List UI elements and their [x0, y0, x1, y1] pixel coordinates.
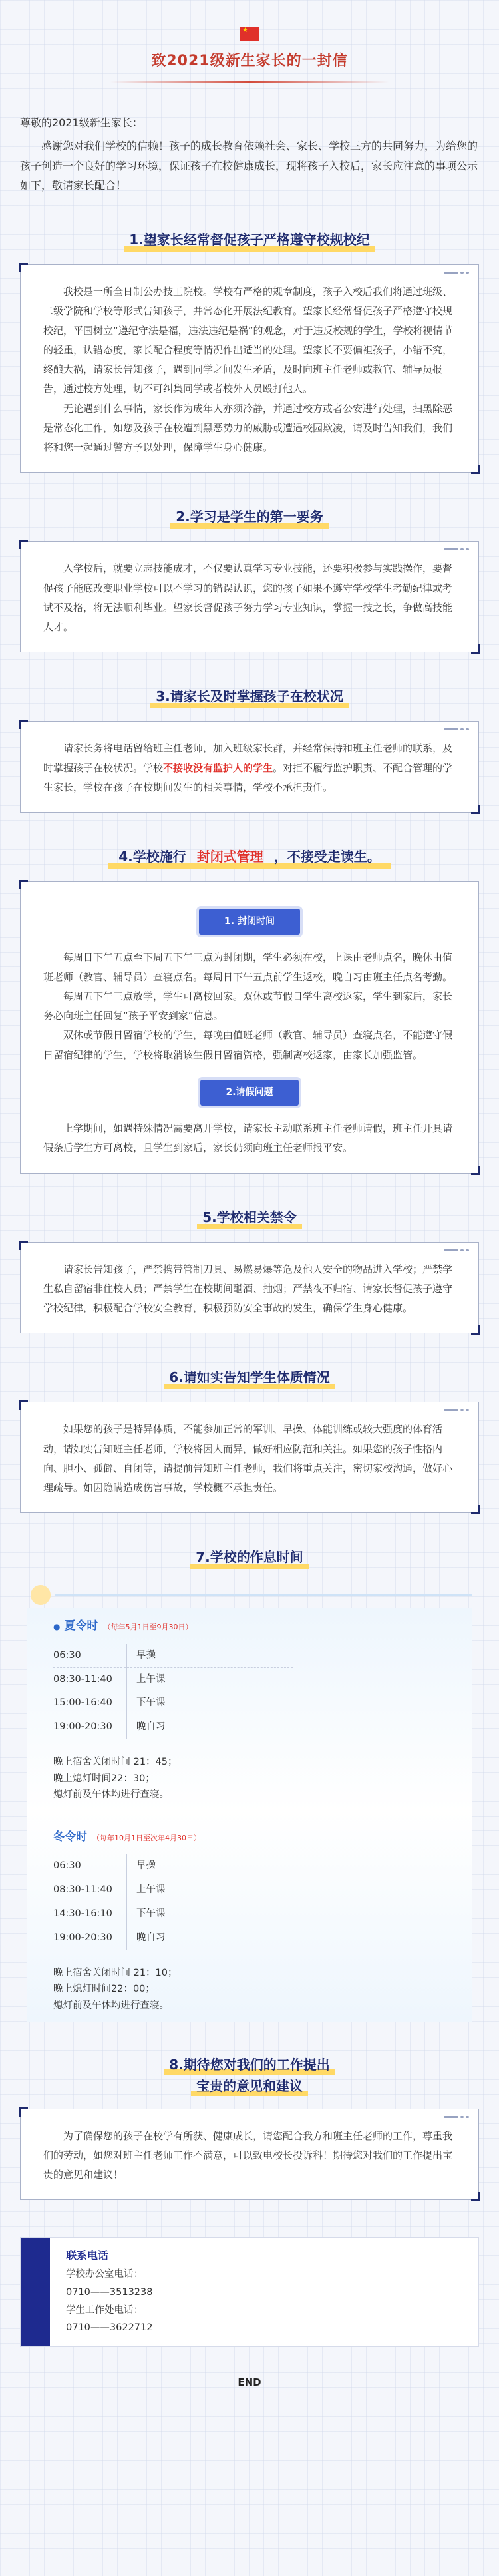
decor-dots-icon: [444, 2116, 469, 2118]
section-1-title: 1.望家长经常督促孩子严格遵守校规校纪: [20, 228, 479, 252]
section-1-paragraph: 无论遇到什么事情，家长作为成年人亦须冷静，并通过校方或者公安进行处理，扫黑除恶是常态化工作，如您及孩子在校遭到黑恶势力的威胁或遭遇校园欺凌，请及时告知我们，我们将和您一起通过警方予以处理，保障学生身心健康。: [43, 402, 453, 454]
section-6-title: 6.请如实告知学生体质情况: [20, 1365, 479, 1390]
winter-notes: 晚上宿舍关闭时间 21：10； 晚上熄灯时间22：00； 熄灯前及午休均进行查寝。: [53, 1967, 178, 2011]
phone-number[interactable]: 0710——3622712: [66, 2322, 153, 2334]
section-1-paragraph: 我校是一所全日制公办技工院校。学校有严格的规章制度，孩子入校后我们将通过班级、二级学院和学校等形式告知孩子，并常态化开展法纪教育。望家长经常督促孩子严格遵守校规校纪，平国树立“遵纪守法是福，违法违纪是祸”的观念，对于违反校规的学生，学校将视情节的轻重，认错态度，家长配合程度等情况作出适当的处理。望家长不要偏袒孩子，小错不究，终酿大祸，请家长告知孩子，遇到同学之间发生矛盾，及时向班主任老师或教官、辅导员报告，通过校方处理，切不可纠集同学或者校外人员殴打他人。: [43, 286, 453, 395]
section-8-title: 8.期待您对我们的工作提出 宝贵的意见和建议: [20, 2054, 479, 2097]
table-row: 19:00-20:30 晚自习: [53, 1926, 293, 1950]
no-guardian-emphasis: 不接收没有监护人的学生: [163, 761, 273, 774]
section-2-title: 2.学习是学生的第一要务: [20, 505, 479, 529]
contact-accent-bar: [21, 2238, 50, 2346]
section-4-paragraph: 每周五下午三点放学，学生可离校回家。双休或节假日学生离校返家，学生到家后，家长务必向班主任回复“孩子平安到家”信息。: [43, 990, 453, 1022]
table-row: 19:00-20:30 晚自习: [53, 1715, 293, 1739]
decor-dots-icon: [444, 728, 469, 730]
section-2-paragraph: 入学校后，就要立志技能成才，不仅要认真学习专业技能，还要积极参与实践操作，要督促孩子能底改变职业学校可以不学习的错误认识，您的孩子如果不遵守学校学生考勤纪律或考试不及格，将无法顺利毕业。望家长督促孩子努力学习专业知识，掌握一技之长，争做高技能人才。: [43, 562, 453, 634]
section-6-paragraph: 如果您的孩子是特异体质，不能参加正常的军训、早操、体能训练或较大强度的体育活动，请如实告知班主任老师，学校将因人而异，做好相应防范和关注。如果您的孩子性格内向、胆小、孤僻、自闭等，请提前告知班主任老师，我们将重点关注，密切家校沟通，做好心理疏导。如因隐瞒造成伤害事故，学校概不承担责任。: [43, 1423, 453, 1494]
summer-schedule: [27, 1608, 472, 1811]
section-8-paragraph: 为了确保您的孩子在校学有所获、健康成长，请您配合我方和班主任老师的工作，尊重我们的劳动，如您对班主任老师工作不满意，可以致电校长投诉科！期待您对我们的工作提出宝贵的意见和建议！: [43, 2129, 453, 2181]
table-row: 15:00-16:40 下午课: [53, 1691, 293, 1715]
contact-line: 学生工作处电话：: [66, 2304, 143, 2316]
section-3-paragraph: 请家长务将电话留给班主任老师，加入班级家长群，并经常保持和班主任老师的联系，及时掌握孩子在校状况。学校不接收没有监护人的学生。对拒不履行监护职责、不配合管理的学生家长，学校在孩子在校期间发生的相关事情，学校不承担责任。: [43, 742, 453, 793]
phone-number[interactable]: 0710——3513238: [66, 2286, 153, 2298]
summer-notes: 晚上宿舍关闭时间 21：45； 晚上熄灯时间22：30； 熄灯前及午休均进行查寝。: [53, 1757, 178, 1801]
page-title: 致2021级新生家长的一封信: [151, 53, 348, 69]
section-4-paragraph: 每周日下午五点至下周五下午三点为封闭期，学生必须在校，上课由老师点名，晚休由值班老师（教官、辅导员）查寝点名。每周日下午五点前学生返校，晚自习由班主任点名考勤。: [43, 951, 453, 983]
decor-dots-icon: [444, 1409, 469, 1411]
section-6-box: [20, 1402, 479, 1513]
section-5-paragraph: 请家长告知孩子，严禁携带管制刀具、易燃易爆等危及他人安全的物品进入学校；严禁学生私自留宿非住校人员；严禁学生在校期间酗酒、抽烟；严禁夜不归宿、请家长督促孩子遵守学校纪律，积极配合学校安全教育，积极预防安全事故的发生，确保学生身心健康。: [43, 1263, 453, 1315]
decor-dots-icon: [444, 548, 469, 550]
contact-title: 联系电话: [66, 2249, 109, 2262]
contact-card: [20, 2237, 479, 2347]
flag-icon: [240, 27, 259, 41]
closed-time-pill: 1. 封闭时间: [199, 909, 300, 935]
section-1-box: [20, 264, 479, 473]
greeting: 尊敬的2021级新生家长：: [20, 116, 143, 129]
table-row: 08:30-11:40 上午课: [53, 1878, 293, 1902]
schedule-timeline: [20, 1582, 479, 2022]
title-divider: [110, 81, 389, 83]
section-4-paragraph: 双休或节假日留宿学校的学生，每晚由值班老师（教官、辅导员）查寝点名，不能遵守假日留宿纪律的学生，学校将取消该生假日留宿资格，强制离校返家，由家长加强监管。: [43, 1029, 453, 1061]
sun-icon: [31, 1585, 51, 1605]
summer-table: [53, 1644, 293, 1739]
section-3-box: [20, 721, 479, 813]
bullet-icon: ●: [53, 1622, 61, 1632]
intro-paragraph: 感谢您对我们学校的信赖！孩子的成长教育依赖社会、家长、学校三方的共同努力，为给您的孩子创造一个良好的学习环境，保证孩子在校健康成长，现将孩子入校后，家长应注意的事项公示如下，敬请家长配合！: [20, 140, 478, 192]
section-5-box: [20, 1242, 479, 1334]
leave-request-pill: 2.请假问题: [200, 1080, 298, 1106]
table-row: 14:30-16:10 下午课: [53, 1902, 293, 1926]
section-4-box: [20, 881, 479, 1174]
winter-table: [53, 1854, 293, 1950]
table-row: 06:30 早操: [53, 1854, 293, 1878]
winter-label: 冬令时 （每年10月1日至次年4月30日）: [53, 1830, 201, 1844]
table-row: 08:30-11:40 上午课: [53, 1667, 293, 1691]
summer-label: ● 夏令时 （每年5月1日至9月30日）: [53, 1619, 193, 1633]
contact-line: 学校办公室电话：: [66, 2268, 143, 2280]
table-row: 06:30 早操: [53, 1644, 293, 1667]
section-7-title: 7.学校的作息时间: [20, 1545, 479, 1570]
section-5-title: 5.学校相关禁令: [20, 1205, 479, 1230]
timeline-header: [27, 1582, 472, 1608]
end-marker: END: [238, 2376, 261, 2389]
section-3-title: 3.请家长及时掌握孩子在校状况: [20, 684, 479, 709]
section-4-title: 4.学校施行 封闭式管理 ，不接受走读生。: [20, 845, 479, 869]
section-8-box: [20, 2109, 479, 2201]
winter-schedule: [27, 1811, 472, 2022]
decor-dots-icon: [444, 272, 469, 274]
decor-dots-icon: [444, 1249, 469, 1251]
section-4-paragraph: 上学期间，如遇特殊情况需要离开学校，请家长主动联系班主任老师请假，班主任开具请假条后学生方可离校，且学生到家后，家长仍须向班主任老师报平安。: [43, 1122, 453, 1154]
section-2-box: [20, 541, 479, 652]
